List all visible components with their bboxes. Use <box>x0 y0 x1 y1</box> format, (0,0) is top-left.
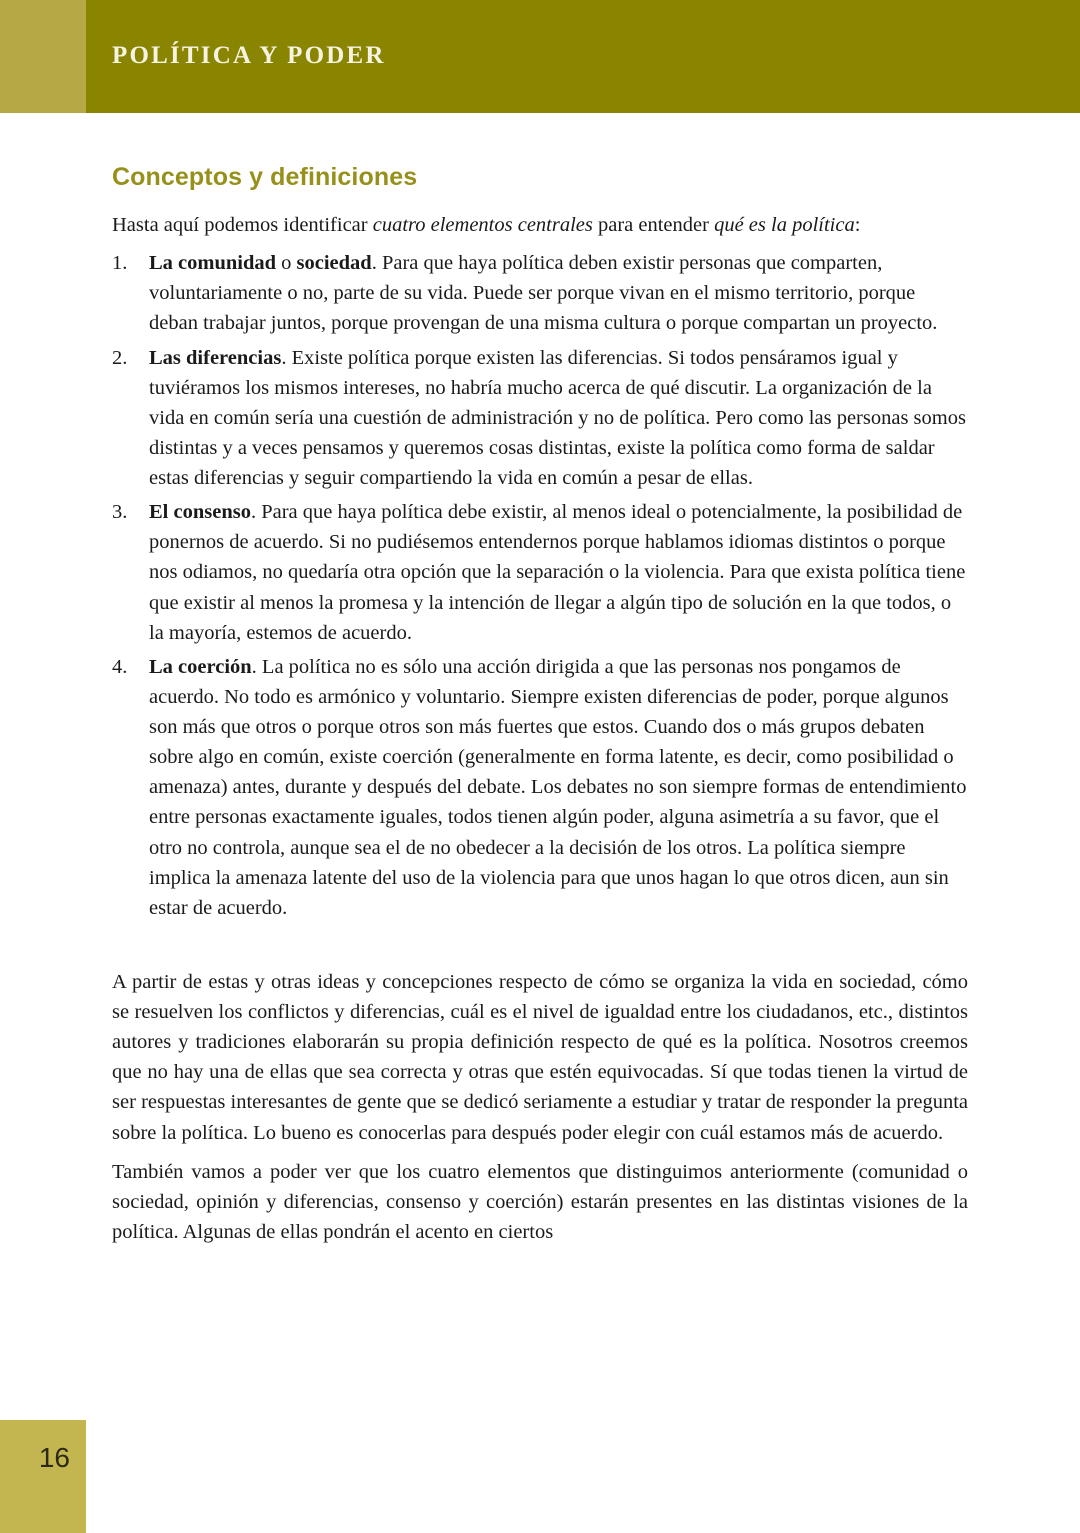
page-header-band <box>0 0 1080 113</box>
list-item <box>112 497 968 648</box>
list-item-number: 1. <box>112 252 128 275</box>
list-item <box>112 248 968 338</box>
list-item-lead-term-b: sociedad <box>296 252 372 275</box>
intro-emphasis-1: cuatro elementos centrales <box>372 214 593 236</box>
list-item-lead-term-a: El consenso <box>149 501 251 524</box>
list-item-number: 3. <box>112 501 128 524</box>
list-item-body <box>149 347 966 490</box>
list-item-body <box>149 501 965 644</box>
page-number-block <box>0 1420 86 1533</box>
page-content <box>112 113 968 1256</box>
list-item-lead-term-a: La comunidad <box>149 252 277 275</box>
list-item-text: . La política no es sólo una acción dirigida a que las personas nos pongamos de acuerdo. No todo es armónico y voluntario. Siempre existen diferencias de poder, porque algunos son más que otros o porque otros son más fuertes que estos. Cuando dos o más grupos debaten sobre algo en común, existe coerción (generalmente en forma latente, es decir, como posibilidad o amenaza) antes, durante y después del debate. Los debates no son siempre formas de entendimiento entre personas exactamente iguales, todos tienen algún poder, alguna asimetría a su favor, que el otro no controla, aunque sea el de no obedecer a la decisión de los otros. La política siempre implica la amenaza latente del uso de la violencia para que unos hagan lo que otros dicen, aun sin estar de acuerdo. <box>149 655 967 919</box>
intro-text-part-1: Hasta aquí podemos identificar <box>112 214 373 236</box>
section-heading: Conceptos y definiciones <box>112 163 418 191</box>
list-item-lead-connector: o <box>276 252 297 275</box>
list-item-lead-term-a: La coerción <box>149 655 252 678</box>
intro-paragraph <box>112 210 968 240</box>
header-accent-strip <box>0 0 86 113</box>
list-item-lead-term-a: Las diferencias <box>149 346 282 369</box>
intro-emphasis-2: qué es la política <box>714 214 855 236</box>
list-item <box>112 343 968 494</box>
list-item-text: . Para que haya política deben existir personas que comparten, voluntariamente o no, parte de su vida. Puede ser porque vivan en el mismo territorio, porque deban trabajar juntos, porque provengan de una misma cultura o porque compartan un proyecto. <box>149 252 938 335</box>
page-number: 16 <box>38 1442 70 1473</box>
closing-paragraph-1: A partir de estas y otras ideas y concepciones respecto de cómo se organiza la vida en sociedad, cómo se resuelven los conflictos y diferencias, cuál es el nivel de igualdad entre los ciudadanos, etc., distintos autores y tradiciones elaborarán su propia definición respecto de qué es la política. Nosotros creemos que no hay una de ellas que sea correcta y otras que estén equivocadas. Sí que todas tienen la virtud de ser respuestas interesantes de gente que se dedicó seriamente a estudiar y tratar de responder la pregunta sobre la política. Lo bueno es conocerlas para después poder elegir con cuál estamos más de acuerdo. <box>112 970 968 1144</box>
closing-paragraph-2: También vamos a poder ver que los cuatro elementos que distinguimos anteriormente (comunidad o sociedad, opinión y diferencias, consenso y coerción) estarán presentes en las distintas visiones de la política. Algunas de ellas pondrán el acento en ciertos <box>112 1160 968 1243</box>
list-item-text: . Para que haya política debe existir, al menos ideal o potencialmente, la posibilidad de ponernos de acuerdo. Si no pudiésemos entendernos porque hablamos idiomas distintos o porque nos odiamos, no quedaría otra opción que la separación o la violencia. Para que exista política tiene que existir al menos la promesa y la intención de llegar a algún tipo de solución en la que todos, o la mayoría, estemos de acuerdo. <box>149 501 966 644</box>
list-item <box>112 652 968 923</box>
list-item-number: 4. <box>112 655 128 678</box>
concept-definitions-list <box>112 248 968 923</box>
intro-text-part-3: : <box>854 214 861 236</box>
list-item-body <box>149 252 937 334</box>
closing-paragraphs <box>112 967 968 1247</box>
list-item-text: . Existe política porque existen las diferencias. Si todos pensáramos igual y tuviéramos los mismos intereses, no habría mucho acerca de qué discutir. La organización de la vida en común sería una cuestión de administración y no de política. Pero como las personas somos distintas y a veces pensamos y queremos cosas distintas, existe la política como forma de saldar estas diferencias y seguir compartiendo la vida en común a pesar de ellas. <box>149 346 966 489</box>
running-header-title: POLÍTICA Y PODER <box>112 42 386 69</box>
list-item-number: 2. <box>112 346 128 369</box>
intro-text-part-2: para entender <box>592 214 715 236</box>
list-item-body <box>149 656 966 919</box>
